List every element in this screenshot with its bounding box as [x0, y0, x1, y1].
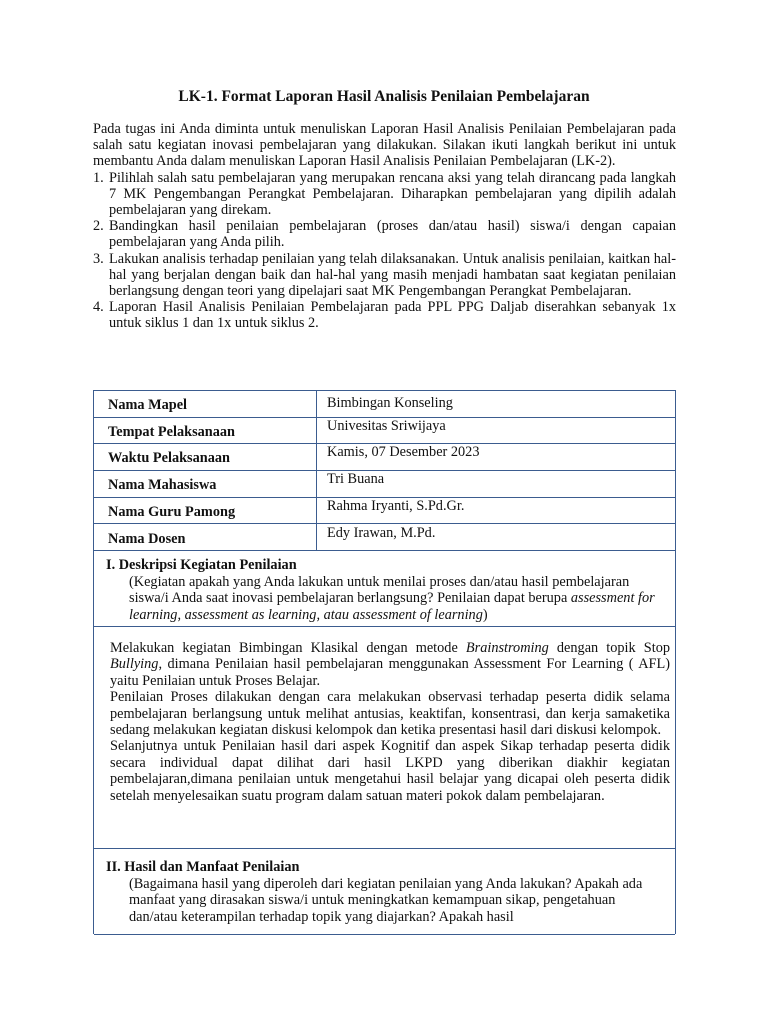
section-1-body — [94, 627, 675, 849]
list-text: Pilihlah salah satu pembelajaran yang merupakan rencana aksi yang telah dirancang pada langkah 7 MK Pengembangan Perangkat Pembelajaran. Diharapkan pembelajaran yang dipilih adalah pembelajaran yang direkam. — [109, 169, 676, 219]
table-row — [94, 391, 675, 418]
table-row — [94, 471, 675, 498]
table-row — [94, 444, 675, 471]
list-number: 3. — [93, 250, 104, 267]
table-row — [94, 418, 675, 444]
section-1-instructions: (Kegiatan apakah yang Anda lakukan untuk menilai proses dan/atau hasil pembelajaran siswa/i Anda saat inovasi pembelajaran berlangsung? Penilaian dapat berupa assessment for learning, assessment as learning, atau assessment of learning) — [129, 574, 655, 623]
page-title: LK-1. Format Laporan Hasil Analisis Penilaian Pembelajaran — [178, 88, 590, 105]
intro-block — [93, 121, 676, 332]
field-label: Tempat Pelaksanaan — [94, 418, 317, 443]
field-label: Waktu Pelaksanaan — [94, 444, 317, 470]
list-item — [93, 170, 676, 219]
list-item — [93, 218, 676, 250]
field-value: Bimbingan Konseling — [327, 395, 453, 411]
list-text: Laporan Hasil Analisis Penilaian Pembelajaran pada PPL PPG Daljab diserahkan sebanyak 1x untuk siklus 1 dan 1x untuk siklus 2. — [109, 299, 676, 332]
section-1-content — [110, 640, 670, 804]
list-text: Bandingkan hasil penilaian pembelajaran (proses dan/atau hasil) siswa/i dengan capaian pembelajaran yang Anda pilih. — [109, 218, 676, 251]
field-label: Nama Guru Pamong — [94, 498, 317, 523]
section-2-header — [94, 849, 675, 935]
field-value: Edy Irawan, M.Pd. — [327, 525, 436, 541]
field-value: Univesitas Sriwijaya — [327, 418, 446, 434]
field-label: Nama Dosen — [94, 524, 317, 550]
field-label: Nama Mapel — [94, 391, 317, 417]
table-row — [94, 524, 675, 551]
report-table — [93, 390, 676, 934]
list-number: 2. — [93, 218, 104, 235]
list-item — [93, 299, 676, 331]
intro-paragraph: Pada tugas ini Anda diminta untuk menuliskan Laporan Hasil Analisis Penilaian Pembelajaran pada salah satu kegiatan inovasi pembelajaran yang dilakukan. Silakan ikuti langkah berikut ini untuk membantu Anda dalam menuliskan Laporan Hasil Analisis Penilaian Pembelajaran (LK-2). — [93, 121, 676, 170]
paragraph: Penilaian Proses dilakukan dengan cara melakukan observasi terhadap peserta didik selama pembelajaran berlangsung untuk melihat antusias, keaktifan, konsentrasi, dan kerja samaketika sedang melakukan kegiatan diskusi kelompok dan ketika presentasi hasil dari diskusi kelompok. — [110, 689, 670, 739]
paragraph: Selanjutnya untuk Penilaian hasil dari aspek Kognitif dan aspek Sikap terhadap peserta didik secara individual dapat dilihat dari hasil LKPD yang diberikan diakhir kegiatan pembelajaran,dimana penilaian untuk mengetahui hasil belajar yang dicapai oleh peserta didik setelah menyelesaikan suatu program dalam satuan materi pokok dalam pembelajaran. — [110, 738, 670, 804]
list-number: 1. — [93, 169, 104, 186]
table-row — [94, 498, 675, 524]
list-item — [93, 251, 676, 300]
list-text: Lakukan analisis terhadap penilaian yang telah dilaksanakan. Untuk analisis penilaian, kaitkan hal-hal yang berjalan dengan baik dan hal-hal yang masih menjadi hambatan saat kegiatan penilaian berlangsung dengan teori yang dipelajari saat MK Pengembangan Perangkat Pembelajaran. — [109, 250, 676, 300]
section-2-instructions: (Bagaimana hasil yang diperoleh dari kegiatan penilaian yang Anda lakukan? Apakah ada manfaat yang dirasakan siswa/i untuk meningkatkan kemampuan sikap, pengetahuan dan/atau keterampilan terhadap topik yang diajarkan? Apakah hasil — [129, 876, 643, 925]
list-number: 4. — [93, 299, 104, 316]
paragraph: Melakukan kegiatan Bimbingan Klasikal dengan metode Brainstroming dengan topik Stop Bullying, dimana Penilaian hasil pembelajaran menggunakan Assessment For Learning ( AFL) yaitu Penilaian untuk Proses Belajar. — [110, 640, 670, 689]
section-2-heading: II. Hasil dan Manfaat Penilaian — [106, 859, 300, 875]
field-value: Tri Buana — [327, 471, 385, 487]
section-1-heading: I. Deskripsi Kegiatan Penilaian — [106, 557, 297, 573]
steps-list — [93, 170, 676, 332]
field-value: Rahma Iryanti, S.Pd.Gr. — [327, 498, 465, 514]
section-1-header — [94, 551, 675, 627]
field-label: Nama Mahasiswa — [94, 471, 317, 497]
field-value: Kamis, 07 Desember 2023 — [327, 444, 480, 460]
